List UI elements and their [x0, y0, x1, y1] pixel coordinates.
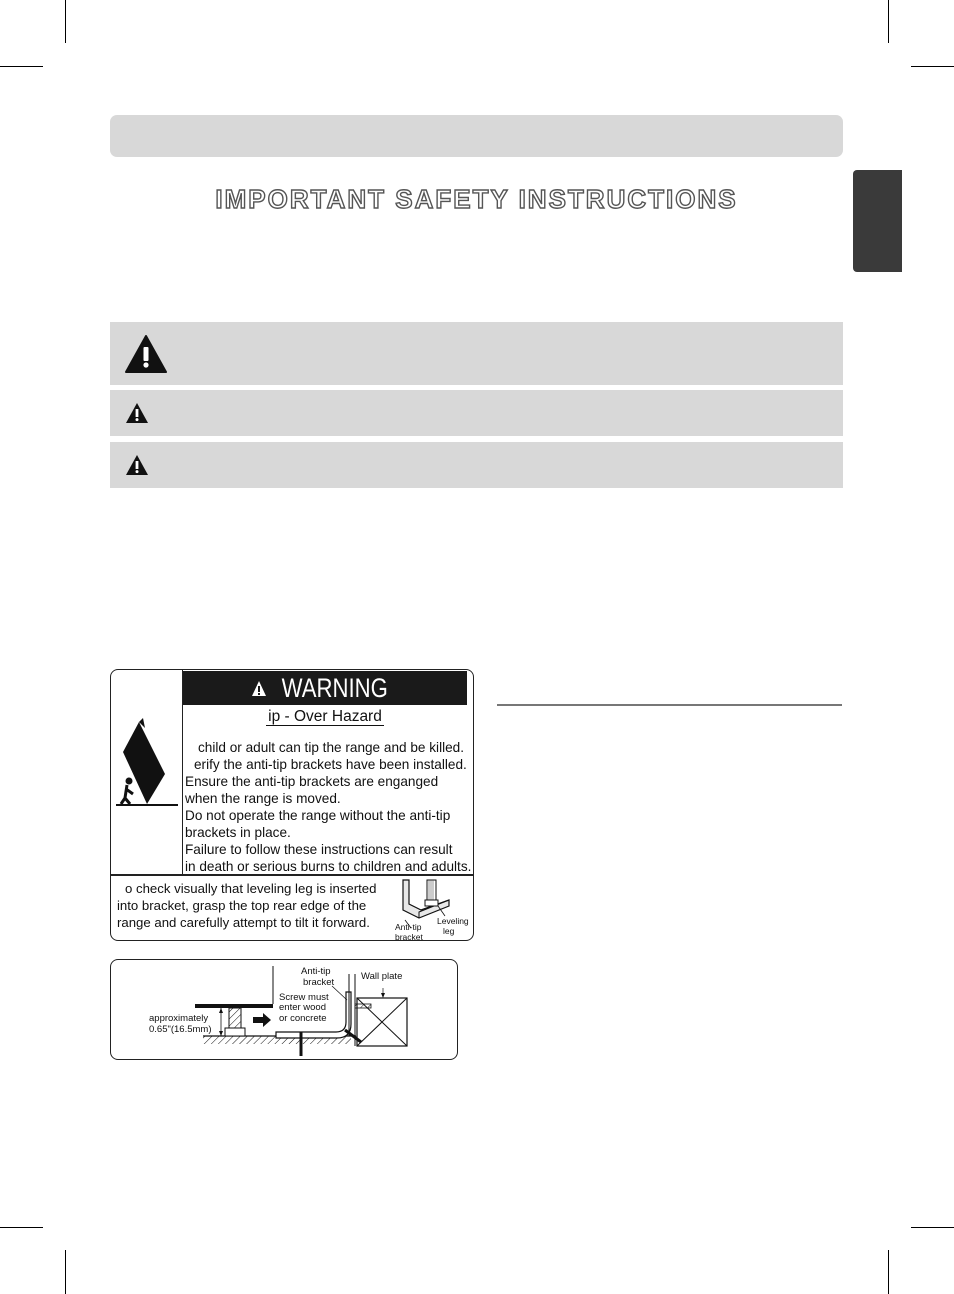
page-title: IMPORTANT SAFETY INSTRUCTIONS [215, 184, 738, 214]
crop-mark [911, 66, 954, 67]
install-diagram [110, 959, 458, 1060]
crop-mark [0, 66, 43, 67]
install-diagram-drawing [111, 960, 458, 1060]
section-rule [497, 704, 842, 706]
crop-mark [888, 0, 889, 43]
fig-label: leg [443, 926, 455, 936]
tip-over-hazard-icon [113, 718, 183, 828]
diagram-label: bracket [303, 977, 335, 988]
diagram-label: enter wood [279, 1002, 327, 1013]
section-tab [853, 170, 902, 272]
warning-line: child or adult can tip the range and be killed. [198, 740, 465, 755]
warning-triangle-icon [124, 334, 168, 374]
warning-word: WARNING [281, 672, 388, 703]
warning-triangle-icon [125, 402, 149, 424]
crop-mark [0, 1227, 43, 1228]
warning-line: Failure to follow these instructions can result [185, 842, 453, 857]
fig-label: Anti-tip [395, 922, 422, 932]
warning-header [183, 671, 467, 705]
warning-line: Ensure the anti-tip brackets are enganged [185, 774, 439, 789]
crop-mark [911, 1227, 954, 1228]
check-instructions [117, 880, 392, 931]
warning-body [185, 739, 474, 875]
fig-label: Leveling [437, 916, 469, 926]
warning-triangle-icon [125, 454, 149, 476]
hazard-icon-column [111, 670, 183, 874]
fig-label: bracket [395, 932, 423, 940]
diagram-label: approximately [149, 1013, 209, 1024]
crop-mark [65, 1250, 66, 1294]
diagram-label: Wall plate [361, 971, 403, 982]
signal-band-danger [110, 322, 843, 385]
check-line: range and carefully attempt to tilt it forward. [117, 915, 370, 930]
hazard-title: ip - Over Hazard [268, 708, 382, 725]
signal-band-caution [110, 442, 843, 488]
header-bar [110, 115, 843, 157]
check-line: o check visually that leveling leg is inserted [125, 881, 377, 896]
warning-line: in death or serious burns to children and adults. [185, 859, 472, 874]
warning-line: Do not operate the range without the anti-tip [185, 808, 451, 823]
warning-line: when the range is moved. [185, 791, 341, 806]
check-line: into bracket, grasp the top rear edge of the [117, 898, 367, 913]
warning-line: brackets in place. [185, 825, 291, 840]
diagram-label: or concrete [279, 1013, 327, 1024]
signal-band-warning [110, 390, 843, 436]
warning-triangle-icon [251, 680, 267, 697]
diagram-label: Anti-tip [301, 966, 331, 977]
crop-mark [65, 0, 66, 43]
tip-over-warning-label [110, 669, 474, 941]
crop-mark [888, 1250, 889, 1294]
diagram-label: 0.65"(16.5mm) [149, 1024, 212, 1035]
diagram-label: Screw must [279, 992, 329, 1003]
bracket-leg-figure [393, 876, 474, 940]
warning-line: erify the anti-tip brackets have been installed. [194, 757, 467, 772]
